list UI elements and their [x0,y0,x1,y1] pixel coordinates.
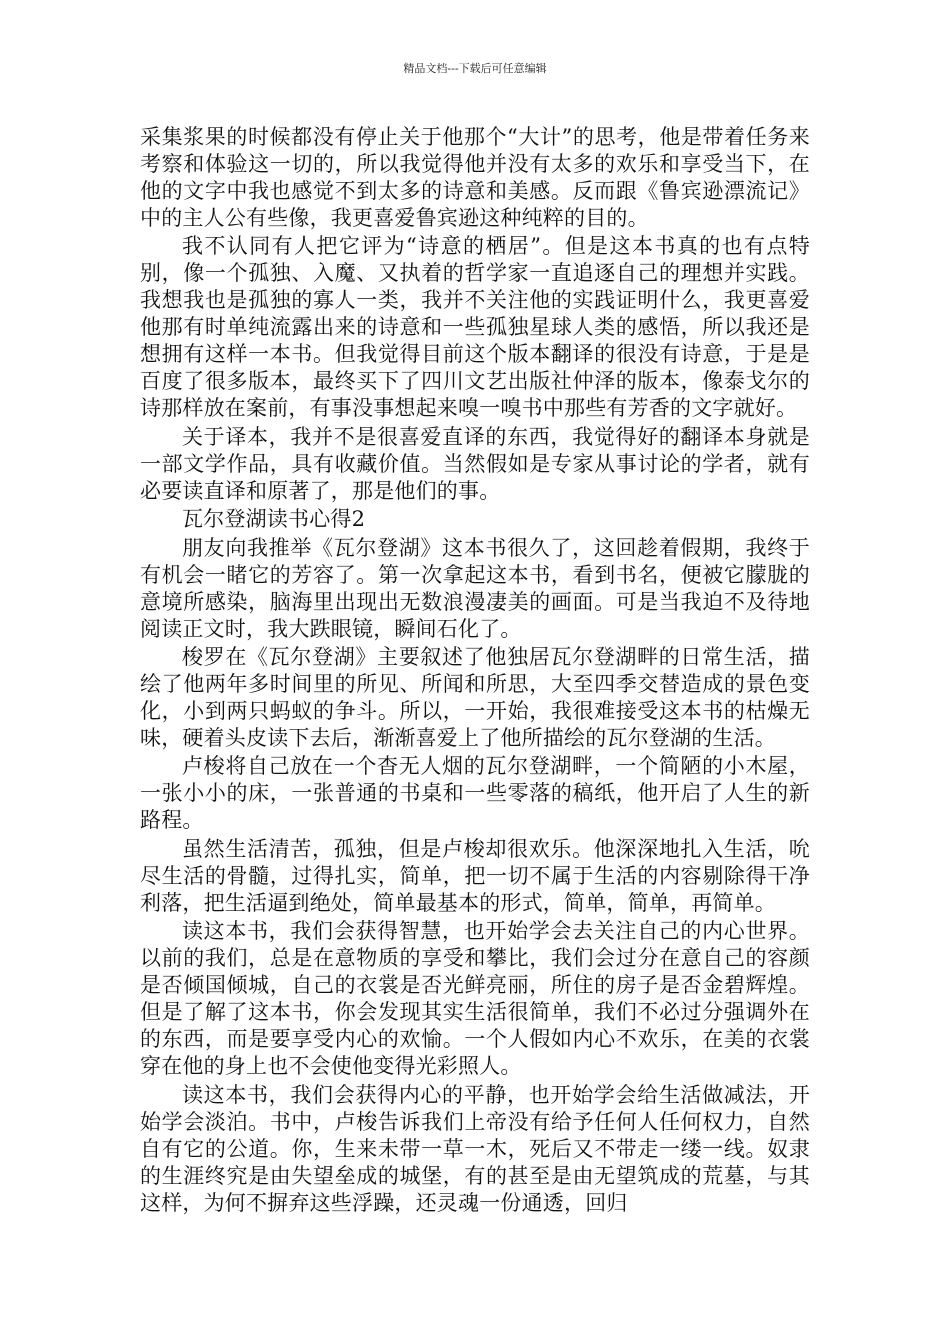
paragraph: 关于译本，我并不是很喜爱直译的东西，我觉得好的翻译本身就是一部文学作品，具有收藏价值。当然假如是专家从事讨论的学者，就有必要读直译和原著了，那是他们的事。 [140,424,810,503]
paragraph: 虽然生活清苦，孤独，但是卢梭却很欢乐。他深深地扎入生活，吮尽生活的骨髓，过得扎实，简单，把一切不属于生活的内容剔除得干净利落，把生活逼到绝处，简单最基本的形式，简单，简单，再简单。 [140,836,810,915]
paragraph: 梭罗在《瓦尔登湖》主要叙述了他独居瓦尔登湖畔的日常生活，描绘了他两年多时间里的所见、所闻和所思，大至四季交替造成的景色变化，小到两只蚂蚁的争斗。所以，一开始，我很难接受这本书的枯燥无味，硬着头皮读下去后，渐渐喜爱上了他所描绘的瓦尔登湖的生活。 [140,644,810,750]
paragraph: 卢梭将自己放在一个杳无人烟的瓦尔登湖畔，一个简陋的小木屋，一张小小的床，一张普通的书桌和一些零落的稿纸，他开启了人生的新路程。 [140,754,810,833]
paragraph: 朋友向我推举《瓦尔登湖》这本书很久了，这回趁着假期，我终于有机会一睹它的芳容了。第一次拿起这本书，看到书名，便被它朦胧的意境所感染，脑海里出现出无数浪漫凄美的画面。可是当我迫不及待地阅读正文时，我大跌眼镜，瞬间石化了。 [140,535,810,641]
page-header: 精品文档---下载后可任意编辑 [403,62,547,75]
paragraph: 采集浆果的时候都没有停止关于他那个“大计”的思考，他是带着任务来考察和体验这一切的，所以我觉得他并没有太多的欢乐和享受当下，在他的文字中我也感觉不到太多的诗意和美感。反而跟《鲁宾逊漂流记》中的主人公有些像，我更喜爱鲁宾逊这种纯粹的目的。 [140,125,810,230]
document-body [140,124,810,1218]
paragraph: 读这本书，我们会获得内心的平静，也开始学会给生活做减法，开始学会淡泊。书中，卢梭告诉我们上帝没有给予任何人任何权力，自然自有它的公道。你，生来未带一草一木，死后又不带走一缕一线。奴隶的生涯终究是由失望垒成的城堡，有的甚至是由无望筑成的荒墓，与其这样，为何不摒弃这些浮躁，还灵魂一份通透，回归 [140,1082,810,1215]
paragraph: 我不认同有人把它评为“诗意的栖居”。但是这本书真的也有点特别，像一个孤独、入魔、又执着的哲学家一直追逐自己的理想并实践。我想我也是孤独的寡人一类，我并不关注他的实践证明什么，我更喜爱他那有时单纯流露出来的诗意和一些孤独星球人类的感悟，所以我还是想拥有这样一本书。但我觉得目前这个版本翻译的很没有诗意，于是是百度了很多版本，最终买下了四川文艺出版社仲泽的版本，像泰戈尔的诗那样放在案前，有事没事想起来嗅一嗅书中那些有芳香的文字就好。 [140,234,810,421]
section-heading: 瓦尔登湖读书心得2 [182,507,366,532]
paragraph: 读这本书，我们会获得智慧，也开始学会去关注自己的内心世界。以前的我们，总是在意物质的享受和攀比，我们会过分在意自己的容颜是否倾国倾城，自己的衣裳是否光鲜亮丽，所住的房子是否金碧辉煌。但是了解了这本书，你会发现其实生活很简单，我们不必过分强调外在的东西，而是要享受内心的欢愉。一个人假如内心不欢乐，在美的衣裳穿在他的身上也不会使他变得光彩照人。 [140,919,810,1079]
